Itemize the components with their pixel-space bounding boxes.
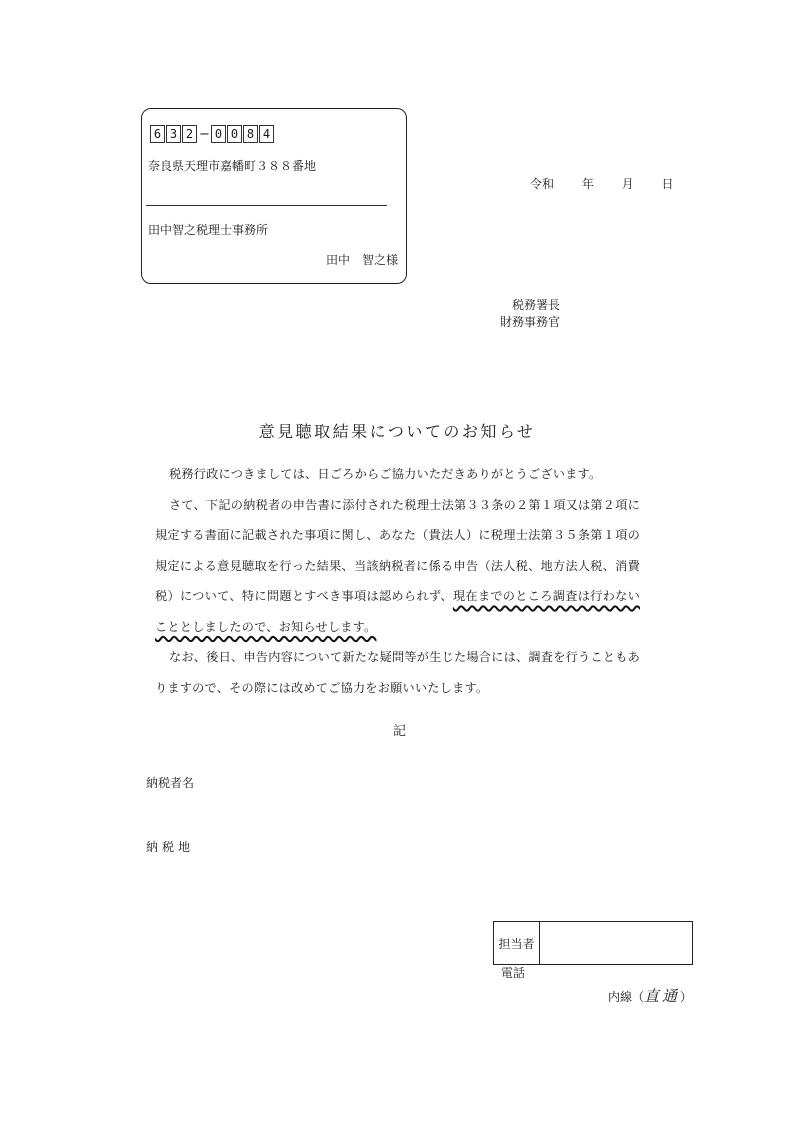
postal-digit: 0 bbox=[211, 125, 226, 143]
date-year: 年 bbox=[581, 177, 594, 191]
phone-label: 電話 bbox=[501, 966, 526, 980]
document-title: 意見聴取結果についてのお知らせ bbox=[258, 422, 536, 441]
sender-line-1: 税務署長 bbox=[512, 298, 561, 312]
postal-digit: 8 bbox=[243, 125, 258, 143]
body-paragraph-3: なお、後日、申告内容について新たな疑問等が生じた場合には、調査を行うこともありますので、その際には改めてご協力をお願いいたします。 bbox=[155, 650, 640, 695]
document-body bbox=[155, 459, 640, 703]
extension-close: ） bbox=[680, 990, 693, 1004]
taxpayer-place-label: 納税地 bbox=[146, 840, 195, 854]
date-month: 月 bbox=[621, 177, 634, 191]
issue-date bbox=[530, 175, 698, 192]
date-era: 令和 bbox=[530, 177, 555, 191]
body-paragraph-2 bbox=[155, 490, 640, 643]
address-divider bbox=[146, 205, 387, 206]
recipient-office: 田中智之税理士事務所 bbox=[148, 223, 269, 237]
recipient-name: 田中 智之様 bbox=[325, 253, 398, 267]
contact-person-box bbox=[493, 921, 693, 965]
taxpayer-name-label: 納税者名 bbox=[146, 776, 195, 790]
ki-heading: 記 bbox=[393, 724, 407, 739]
postal-code bbox=[150, 125, 275, 143]
extension-label: 内線（ bbox=[608, 990, 645, 1004]
postal-digit: 6 bbox=[150, 125, 165, 143]
contact-person-value bbox=[540, 922, 692, 964]
body-paragraph-2-text: さて、下記の納税者の申告書に添付された税理士法第３３条の２第１項又は第２項に規定する書面に記載された事項に関し、あなた（貴法人）に税理士法第３５条第１項の規定による意見聴取を行った結果、当該納税者に係る申告（法人税、地方法人税、消費税）について、特に問題とすべき事項は認められず、 bbox=[155, 497, 640, 603]
body-paragraph-1: 税務行政につきましては、日ごろからご協力いただきありがとうございます。 bbox=[169, 467, 602, 481]
address-box bbox=[141, 108, 407, 284]
postal-digit: 3 bbox=[166, 125, 181, 143]
postal-digit: 2 bbox=[182, 125, 197, 143]
sender-block bbox=[500, 297, 560, 331]
wavy-underlined-text: 現在までのところ調査は行わないこととしましたので、お知らせします。 bbox=[155, 589, 641, 634]
contact-person-label: 担当者 bbox=[494, 922, 540, 964]
sender-line-2: 財務事務官 bbox=[500, 315, 561, 329]
date-day: 日 bbox=[661, 177, 674, 191]
postal-digit: 4 bbox=[259, 125, 274, 143]
postal-digit: 0 bbox=[227, 125, 242, 143]
extension-handwritten-note: 直通 bbox=[644, 987, 681, 1005]
postal-separator: − bbox=[199, 126, 210, 142]
extension-line bbox=[608, 985, 692, 1006]
recipient-address: 奈良県天理市嘉幡町３８８番地 bbox=[148, 159, 317, 173]
